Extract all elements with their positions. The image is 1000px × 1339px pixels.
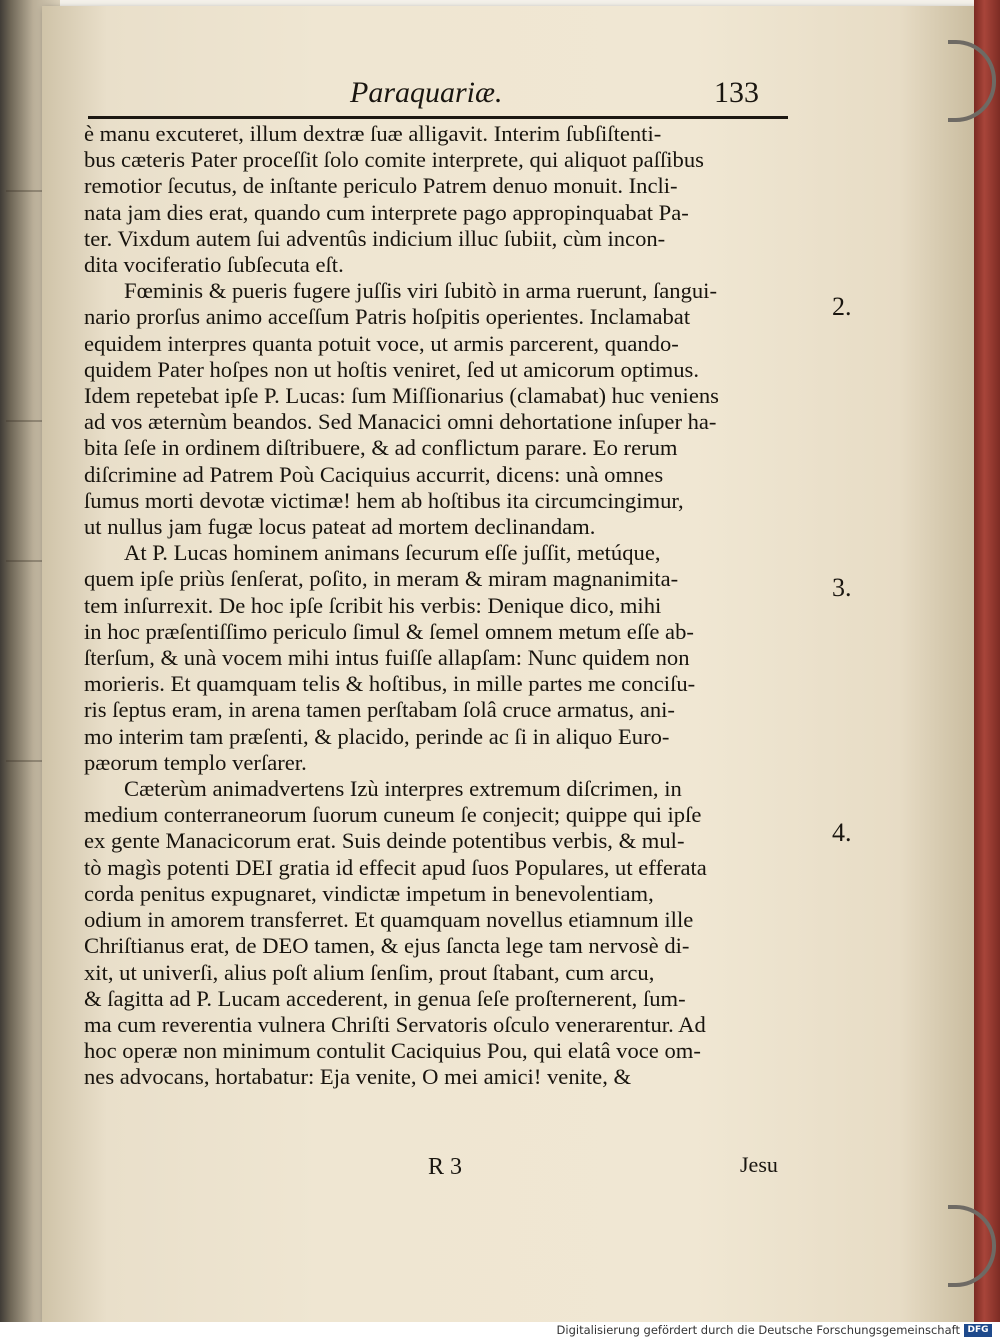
text-line: At P. Lucas hominem animans ſecurum eſſe juſſit, metúque, bbox=[124, 540, 661, 566]
text-line: bus cæteris Pater proceſſit ſolo comite interprete, qui aliquot paſſibus bbox=[84, 147, 704, 173]
text-line: equidem interpres quanta potuit voce, ut armis parcerent, quando- bbox=[84, 330, 679, 356]
text-line: odium in amorem transferret. Et quamquam novellus etiamnum ille bbox=[84, 907, 694, 933]
paragraph bbox=[84, 278, 814, 540]
text-line: Fœminis & pueris fugere juſſis viri ſubitò in arma ruerunt, ſangui- bbox=[124, 278, 717, 304]
text-line: hoc operæ non minimum contulit Caciquius Pou, qui elatâ voce om- bbox=[84, 1038, 701, 1064]
text-line: in hoc præſentiſſimo periculo ſimul & ſemel omnem metum eſſe ab- bbox=[84, 618, 694, 644]
signature-mark: R 3 bbox=[428, 1154, 463, 1180]
text-line: nario prorſus animo acceſſum Patris hoſpitis operientes. Inclamabat bbox=[84, 304, 691, 330]
paragraph bbox=[84, 776, 814, 1090]
text-line: ter. Vixdum autem ſui adventûs indicium illuc ſubiit, cùm incon- bbox=[84, 225, 666, 251]
text-line: è manu excuteret, illum dextræ ſuæ alligavit. Interim ſubſiſtenti- bbox=[84, 121, 662, 146]
text-line: xit, ut univerſi, alius poſt alium ſenſim, prout ſtabant, cum arcu, bbox=[84, 959, 655, 985]
catchword: Jesu bbox=[740, 1152, 778, 1177]
text-line: ſterſum, & unà vocem mihi intus fuiſſe allapſam: Nunc quidem non bbox=[84, 645, 690, 671]
text-line: tem inſurrexit. De hoc ipſe ſcribit his verbis: Denique dico, mihi bbox=[84, 592, 662, 618]
text-line: Cæterùm animadvertens Izù interpres extremum diſcrimen, in bbox=[124, 776, 682, 802]
dfg-logo: DFG bbox=[964, 1324, 992, 1337]
margin-number: 2. bbox=[832, 292, 852, 321]
page-header bbox=[88, 76, 788, 116]
text-line: ſumus morti devotæ victimæ! hem ab hoſtibus ita circumcingimur, bbox=[84, 487, 684, 513]
text-line: remotior ſecutus, de inſtante periculo Patrem denuo monuit. Incli- bbox=[84, 173, 678, 199]
text-line: diſcrimine ad Patrem Poù Caciquius accurrit, dicens: unà omnes bbox=[84, 461, 664, 487]
text-line: bita ſeſe in ordinem diſtribuere, & ad conflictum parare. Eo rerum bbox=[84, 435, 678, 461]
text-line: dita vociferatio ſubſecuta eſt. bbox=[84, 252, 344, 278]
text-line: corda penitus expugnaret, vindictæ impetum in benevolentiam, bbox=[84, 880, 654, 906]
text-line: Chriſtianus erat, de DEO tamen, & ejus ſancta lege tam nervosè di- bbox=[84, 933, 690, 959]
margin-number: 4. bbox=[832, 818, 852, 847]
text-line: morieris. Et quamquam telis & hoſtibus, in mille partes me conciſu- bbox=[84, 671, 696, 697]
text-line: nata jam dies erat, quando cum interprete pago appropinquabat Pa- bbox=[84, 199, 689, 225]
page-number: 133 bbox=[714, 76, 759, 109]
text-line: nes advocans, hortabatur: Eja venite, O mei amici! venite, & bbox=[84, 1064, 632, 1090]
text-line: quidem Pater hoſpes non ut hoſtis veniret, ſed ut amicorum optimus. bbox=[84, 356, 699, 382]
paragraph bbox=[84, 121, 814, 278]
text-line: medium conterraneorum ſuorum cuneum ſe conjecit; quippe qui ipſe bbox=[84, 802, 702, 828]
text-line: tò magìs potenti DEI gratia id effecit apud ſuos Populares, ut efferata bbox=[84, 854, 707, 880]
text-line: ris ſeptus eram, in arena tamen perſtabam ſolâ cruce armatus, ani- bbox=[84, 697, 675, 723]
text-line: ma cum reverentia vulnera Chriſti Servatoris oſculo venerarentur. Ad bbox=[84, 1011, 706, 1037]
running-title: Paraquariæ. bbox=[350, 76, 503, 109]
text-line: pæorum templo verſarer. bbox=[84, 749, 307, 775]
text-line: & ſagitta ad P. Lucam accederent, in genua ſeſe proſternerent, ſum- bbox=[84, 985, 686, 1011]
digitization-credit: Digitalisierung gefördert durch die Deutsche Forschungsgemeinschaft bbox=[556, 1323, 960, 1337]
text-line: mo interim tam præſenti, & placido, perinde ac ſi in aliquo Euro- bbox=[84, 723, 670, 749]
text-line: quem ipſe priùs ſenſerat, poſito, in meram & miram magnanimita- bbox=[84, 566, 679, 592]
margin-number: 3. bbox=[832, 573, 852, 602]
header-rule bbox=[88, 116, 788, 119]
text-line: Idem repetebat ipſe P. Lucas: ſum Miſſionarius (clamabat) huc veniens bbox=[84, 383, 719, 409]
text-line: ut nullus jam fugæ locus pateat ad mortem declinandam. bbox=[84, 514, 596, 540]
binding-strip bbox=[974, 0, 1000, 1339]
paragraph bbox=[84, 540, 814, 776]
text-line: ad vos æternùm beandos. Sed Manacici omni dehortatione inſuper ha- bbox=[84, 409, 717, 435]
body-text bbox=[84, 121, 814, 1161]
text-line: ex gente Manacicorum erat. Suis deinde potentibus verbis, & mul- bbox=[84, 828, 685, 854]
